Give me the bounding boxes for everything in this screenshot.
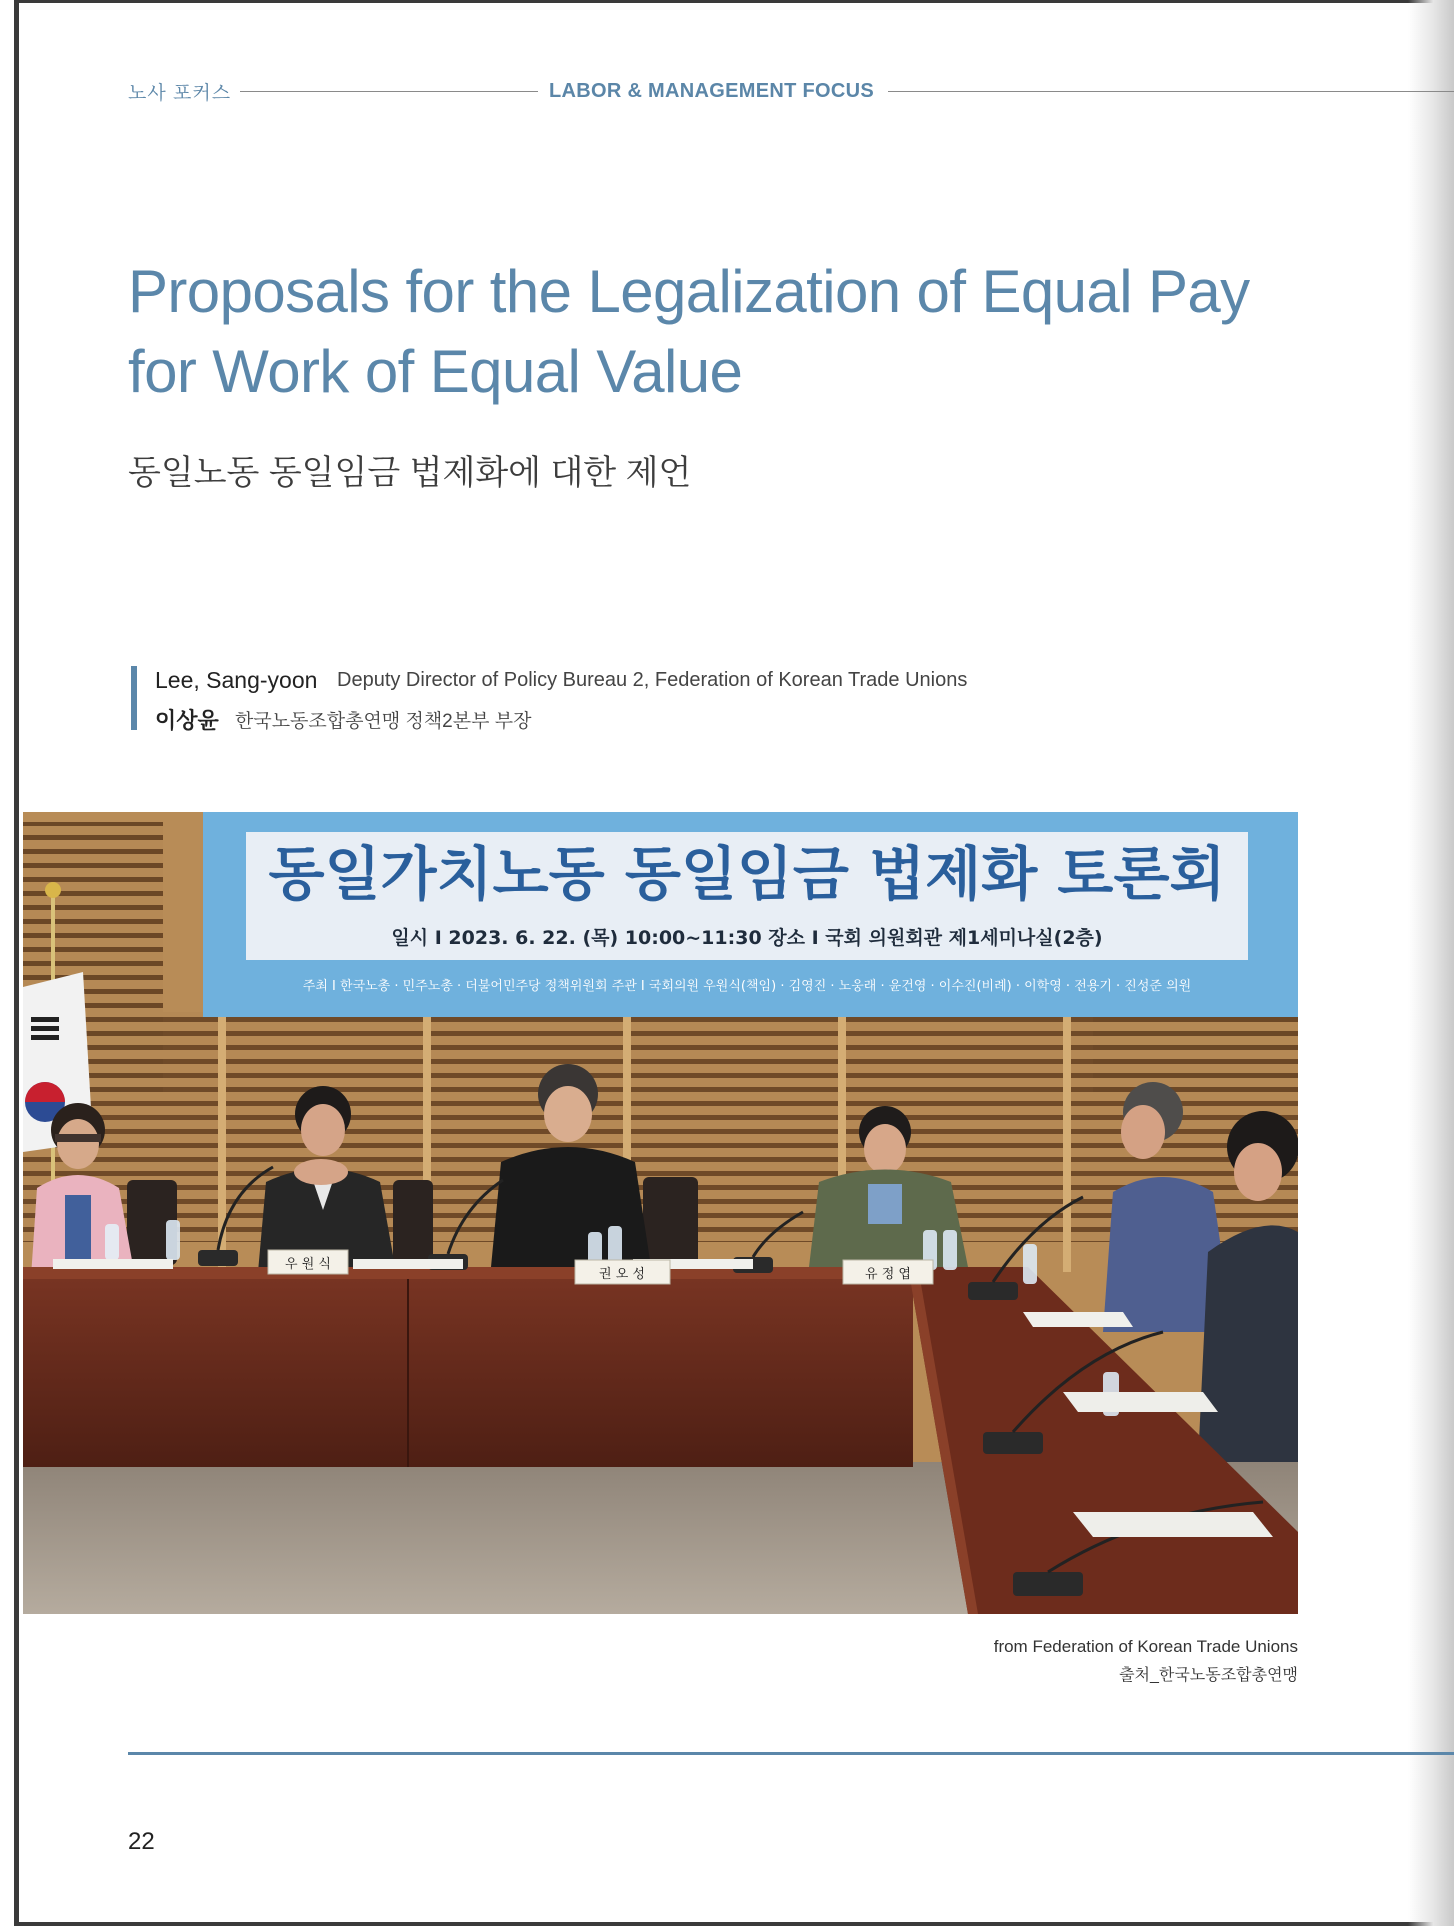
banner-hosts: 주최 I 한국노총 · 민주노총 · 더불어민주당 정책위원회 주관 I 국회의원 우원식(책임) · 김영진 · 노웅래 · 윤건영 · 이수진(비례) · 이학영 · 전용기 · 진성준 의원 <box>302 979 1192 994</box>
page-number: 22 <box>128 1828 155 1855</box>
running-head-rule-right <box>888 91 1454 92</box>
flag-trigram <box>31 1017 59 1022</box>
author-name-english: Lee, Sang-yoon <box>155 667 318 693</box>
conference-table <box>23 1267 913 1467</box>
page-edge-bottom <box>14 1922 1454 1926</box>
running-head-english: LABOR & MANAGEMENT FOCUS <box>549 80 874 102</box>
nameplate <box>843 1260 933 1284</box>
article-title: Proposals for the Legalization of Equal Pay for Work of Equal Value <box>128 258 1250 405</box>
article-subtitle-korean: 동일노동 동일임금 법제화에 대한 제언 <box>128 454 692 492</box>
running-head-rule-left <box>240 91 538 92</box>
footer-rule <box>128 1752 1454 1755</box>
author-role-english: Deputy Director of Policy Bureau 2, Federation of Korean Trade Unions <box>337 669 968 691</box>
page-edge-left <box>14 0 19 1926</box>
banner-info: 일시 I 2023. 6. 22. (목) 10:00~11:30 장소 I 국회 의원회관 제1세미나실(2층) <box>391 927 1103 949</box>
flag-trigram <box>31 1035 59 1040</box>
author-accent-bar <box>131 666 137 730</box>
svg-text:권 오 성: 권 오 성 <box>599 1267 645 1282</box>
page-gutter-shadow <box>1408 0 1454 1926</box>
page-edge-top <box>14 0 1454 3</box>
svg-text:유 정 엽: 유 정 엽 <box>865 1267 911 1282</box>
photo-caption-english: from Federation of Korean Trade Unions <box>993 1637 1298 1656</box>
author-name-korean: 이상윤 <box>155 708 219 733</box>
flag-trigram <box>31 1026 59 1031</box>
running-head-korean: 노사 포커스 <box>128 83 232 104</box>
banner-title: 동일가치노동 동일임금 법제화 토론회 <box>268 840 1226 908</box>
forum-photo <box>23 812 1298 1614</box>
nameplate <box>575 1260 670 1284</box>
flag-finial <box>45 882 61 898</box>
nameplate <box>268 1250 348 1274</box>
photo-caption-korean: 출처_한국노동조합총연맹 <box>1119 1667 1298 1684</box>
svg-text:우 원 식: 우 원 식 <box>285 1257 331 1272</box>
author-role-korean: 한국노동조합총연맹 정책2본부 부장 <box>235 711 532 732</box>
